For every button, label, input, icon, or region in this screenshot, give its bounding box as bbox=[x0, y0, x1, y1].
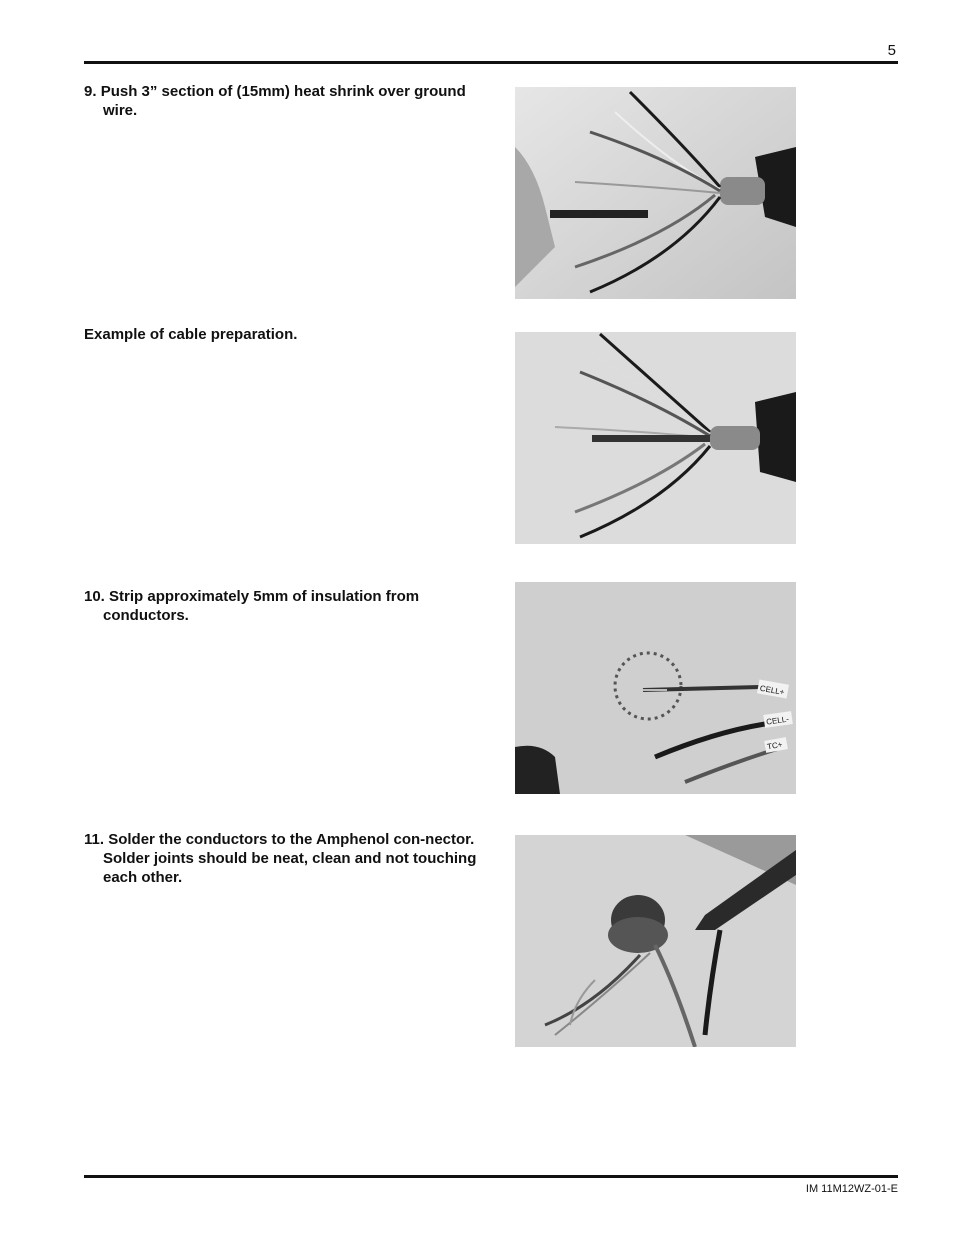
photo-heat-shrink bbox=[515, 87, 796, 299]
step-11 bbox=[84, 830, 483, 887]
photo-solder-connector-image bbox=[515, 835, 796, 1047]
footer-rule bbox=[84, 1175, 898, 1178]
caption-example bbox=[84, 325, 464, 344]
step-9 bbox=[84, 82, 483, 120]
photo-strip-insulation-image bbox=[515, 582, 796, 794]
step-text: Strip approximately 5mm of insulation from conductors. bbox=[103, 588, 420, 624]
step-number: 11. bbox=[84, 831, 105, 848]
photo-strip-insulation bbox=[515, 582, 796, 794]
step-10 bbox=[84, 587, 483, 625]
label-cell-minus: CELL- bbox=[765, 714, 790, 727]
photo-cable-prep bbox=[515, 332, 796, 544]
photo-solder-connector bbox=[515, 835, 796, 1047]
caption-text: Example of cable preparation. bbox=[84, 326, 298, 343]
page-number: 5 bbox=[887, 42, 896, 59]
step-text: Solder the conductors to the Amphenol con-nector. Solder joints should be neat, clean and not touching each other. bbox=[103, 831, 477, 886]
step-number: 9. bbox=[84, 83, 97, 100]
step-text: Push 3” section of (15mm) heat shrink over ground wire. bbox=[100, 83, 466, 119]
label-tc-plus: TC+ bbox=[766, 739, 784, 752]
step-number: 10. bbox=[84, 588, 105, 605]
photo-cable-prep-image bbox=[515, 332, 796, 544]
label-cell-plus: CELL+ bbox=[759, 683, 786, 697]
header-rule bbox=[84, 61, 898, 64]
photo-heat-shrink-image bbox=[515, 87, 796, 299]
document-id: IM 11M12WZ-01-E bbox=[805, 1183, 898, 1195]
